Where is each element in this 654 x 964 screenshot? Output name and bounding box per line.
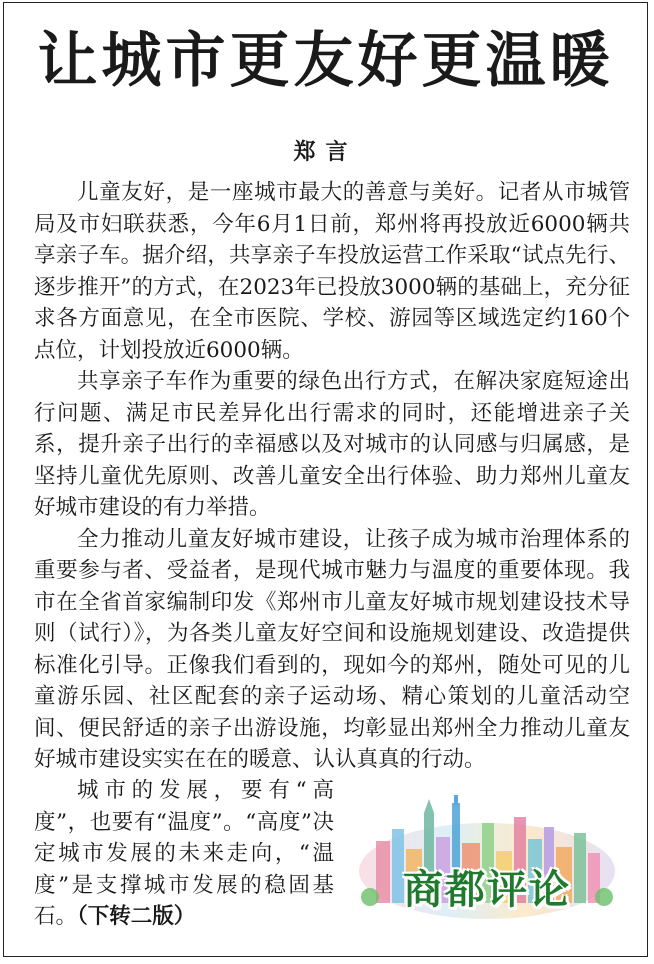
article-frame [3,2,648,957]
paragraph-4 [34,775,334,933]
paragraph-1: 儿童友好，是一座城市最大的善意与美好。记者从市城管局及市妇联获悉，今年6月1日前，郑州将再投放近6000辆共享亲子车。据介绍，共享亲子车投放运营工作采取“试点先行、逐步推开”的方式，在2023年已投放3000辆的基础上，充分征求各方面意见，在全市医院、学校、游园等区域选定约160个点位，计划投放近6000辆。 [34,180,630,363]
paragraph-3: 全力推动儿童友好城市建设，让孩子成为城市治理体系的重要参与者、受益者，是现代城市魅力与温度的重要体现。我市在全省首家编制印发《郑州市儿童友好城市规划建设技术导则（试行）》，为各类儿童友好空间和设施规划建设、改造提供标准化引导。正像我们看到的，现如今的郑州，随处可见的儿童游乐园、社区配套的亲子运动场、精心策划的儿童活动空间、便民舒适的亲子出游设施，均彰显出郑州全力推动儿童友好城市建设实实在在的暖意、认认真真的行动。 [34,526,630,772]
paragraph-4-text: 城市的发展，要有“高度”，也要有“温度”。“高度”决定城市发展的未来走向，“温度”是支撑城市发展的稳固基石。 [34,778,334,929]
byline: 郑言 [293,140,358,165]
final-paragraph-block [34,775,334,933]
article-body [34,177,630,776]
paragraph-2: 共享亲子车作为重要的绿色出行方式，在解决家庭短途出行问题、满足市民差异化出行需求的同时，还能增进亲子关系，提升亲子出行的幸福感以及对城市的认同感与归属感，是坚持儿童优先原则、改善儿童安全出行体验、助力郑州儿童友好城市建设的有力举措。 [34,369,630,520]
column-logo [356,793,618,923]
column-logo-text: 商都评论 [403,867,571,913]
continued-note: （下转二版） [77,904,196,929]
headline: 让城市更友好更温暖 [37,26,614,96]
